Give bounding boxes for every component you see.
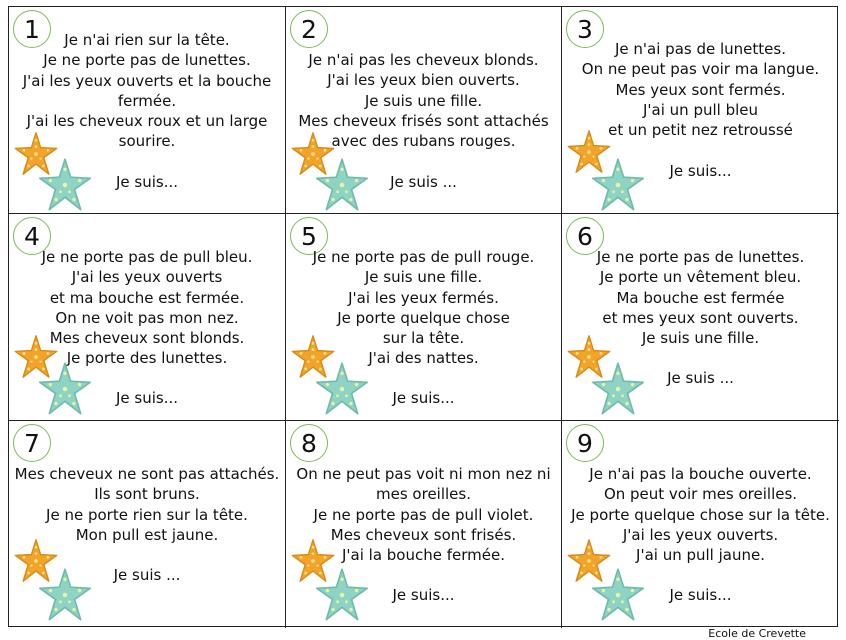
teal-starfish-icon (314, 157, 370, 213)
riddle-card-9 (562, 421, 839, 628)
riddle-line: Mes cheveux frisés sont attachés (298, 111, 549, 130)
riddle-line: Je ne porte pas de pull violet. (313, 505, 534, 524)
riddle-card-7 (9, 421, 286, 628)
card-number-badge: 6 (566, 217, 604, 255)
riddle-line: J'ai un pull bleu (642, 100, 758, 119)
riddle-card-2 (286, 7, 562, 214)
teal-starfish-icon (314, 361, 370, 417)
teal-starfish-icon (37, 567, 93, 623)
riddle-line: J'ai des nattes. (368, 349, 479, 368)
riddle-text (9, 464, 285, 545)
riddle-line: et un petit nez retroussé (608, 121, 793, 140)
riddle-line: Mes cheveux sont frisés. (330, 525, 517, 544)
riddle-line: Je porte quelque chose (337, 308, 510, 327)
answer-prompt: Je suis... (392, 389, 455, 407)
riddle-line: Je ne porte pas de lunettes. (43, 51, 251, 70)
teal-starfish-icon (590, 567, 646, 623)
card-number-badge: 4 (13, 217, 51, 255)
footer-credit: Ecole de Crevette (708, 627, 806, 640)
riddle-line: Je n'ai rien sur la tête. (64, 31, 230, 49)
riddle-line: Je ne porte pas de pull bleu. (41, 248, 253, 266)
riddle-line: Je suis une fille. (641, 329, 760, 348)
answer-prompt: Je suis ... (113, 566, 181, 584)
riddle-line: Je suis une fille. (364, 268, 483, 287)
riddle-line: Je porte des lunettes. (66, 349, 228, 368)
riddle-line: On ne voit pas mon nez. (55, 308, 239, 327)
riddle-line: Je suis une fille. (364, 91, 483, 110)
riddle-line: J'ai les yeux ouverts (71, 268, 223, 287)
card-number-badge: 2 (290, 10, 328, 48)
card-number-badge: 8 (290, 424, 328, 462)
answer-prompt: Je suis... (669, 586, 732, 604)
teal-starfish-icon (590, 157, 646, 213)
riddle-line: J'ai les yeux ouverts et la bouche (22, 71, 272, 90)
riddle-line: fermée. (117, 91, 177, 110)
riddle-line: Ils sont bruns. (94, 485, 200, 504)
riddle-line: avec des rubans rouges. (331, 132, 516, 151)
riddle-card-grid (8, 6, 838, 627)
teal-starfish-icon (314, 567, 370, 623)
card-number-badge: 9 (566, 424, 604, 462)
answer-prompt: Je suis... (392, 586, 455, 604)
riddle-line: Je porte quelque chose sur la tête. (571, 505, 830, 524)
riddle-card-4 (9, 214, 286, 421)
riddle-line: Je ne porte rien sur la tête. (46, 505, 248, 524)
riddle-line: Mon pull est jaune. (75, 525, 219, 544)
riddle-line: Je n'ai pas la bouche ouverte. (589, 465, 812, 483)
card-number-badge: 7 (13, 424, 51, 462)
card-number-badge: 5 (290, 217, 328, 255)
riddle-line: mes oreilles. (376, 485, 471, 504)
riddle-text (562, 39, 839, 140)
riddle-card-6 (562, 214, 839, 421)
riddle-line: On peut voir mes oreilles. (603, 485, 798, 504)
riddle-card-3 (562, 7, 839, 214)
answer-prompt: Je suis ... (390, 173, 457, 191)
riddle-line: Je porte un vêtement bleu. (599, 268, 802, 287)
riddle-line: et ma bouche est fermée. (49, 288, 245, 307)
card-number-badge: 3 (566, 10, 604, 48)
riddle-line: J'ai la bouche fermée. (341, 546, 505, 565)
riddle-line: et mes yeux sont ouverts. (602, 308, 799, 327)
riddle-line: Mes yeux sont fermés. (615, 80, 786, 99)
riddle-line: Mes cheveux ne sont pas attachés. (14, 465, 280, 483)
riddle-card-1 (9, 7, 286, 214)
riddle-line: J'ai les yeux ouverts. (622, 525, 779, 544)
answer-prompt: Je suis... (115, 173, 179, 191)
riddle-line: J'ai les yeux bien ouverts. (327, 71, 520, 90)
teal-starfish-icon (37, 361, 93, 417)
riddle-line: J'ai les cheveux roux et un large (26, 112, 268, 131)
riddle-line: J'ai les yeux fermés. (348, 288, 499, 307)
answer-prompt: Je suis ... (667, 369, 734, 387)
riddle-line: J'ai un pull jaune. (636, 546, 765, 565)
riddle-line: Je ne porte pas de pull rouge. (312, 248, 535, 266)
riddle-line: Mes cheveux sont blonds. (49, 329, 245, 348)
riddle-line: On ne peut pas voir ma langue. (581, 60, 820, 79)
riddle-line: Je n'ai pas de lunettes. (615, 40, 786, 58)
teal-starfish-icon (37, 157, 93, 213)
answer-prompt: Je suis... (115, 389, 179, 407)
riddle-line: sourire. (118, 132, 176, 151)
answer-prompt: Je suis... (669, 162, 732, 180)
riddle-card-5 (286, 214, 562, 421)
riddle-line: sur la tête. (382, 329, 465, 348)
riddle-card-8 (286, 421, 562, 628)
riddle-line: Je ne porte pas de lunettes. (596, 248, 805, 266)
card-number-badge: 1 (13, 10, 51, 48)
riddle-line: Je n'ai pas les cheveux blonds. (308, 51, 539, 69)
riddle-line: Ma bouche est fermée (616, 288, 785, 307)
riddle-line: On ne peut pas voit ni mon nez ni (296, 465, 551, 483)
teal-starfish-icon (590, 361, 646, 417)
